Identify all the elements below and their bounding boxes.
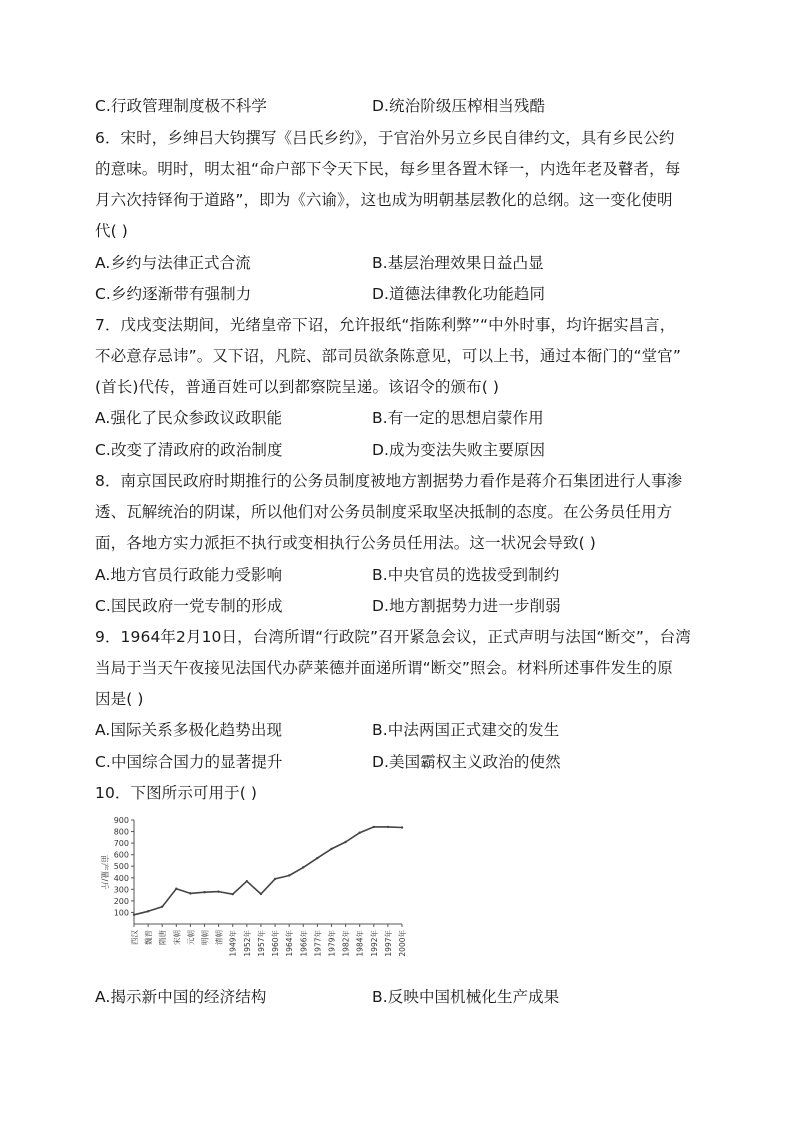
x-tick-label: 1982年 [341, 930, 351, 957]
q6-option-d[interactable]: D.道德法律教化功能趋同 [372, 285, 546, 303]
q9-option-row-2 [95, 752, 705, 772]
x-tick-label: 2000年 [398, 930, 407, 957]
q6-option-c[interactable]: C.乡约逐渐带有强制力 [95, 285, 252, 303]
q9-option-c[interactable]: C.中国综合国力的显著提升 [95, 753, 283, 771]
data-point [189, 892, 191, 894]
q5-option-c[interactable]: C.行政管理制度极不科学 [95, 97, 267, 115]
data-point [387, 826, 389, 828]
data-point [161, 905, 163, 907]
q9-option-a[interactable]: A.国际关系多极化趋势出现 [95, 721, 283, 739]
x-tick-label: 隋唐 [158, 930, 168, 945]
data-point [316, 857, 318, 859]
chart-y-label-group [100, 855, 110, 890]
x-tick-label: 1952年 [242, 930, 252, 957]
q8-stem-line-2: 透、瓦解统治的阴谋，所以他们对公务员制度采取坚决抵制的态度。在公务员任用方 [95, 503, 673, 521]
q8-stem-line-3: 面，各地方实力派拒不执行或变相执行公务员任用法。这一状况会导致( ) [95, 534, 596, 552]
x-tick-label: 1960年 [271, 930, 281, 957]
y-tick-label: 400 [113, 873, 129, 883]
q7-option-row-2 [95, 440, 705, 460]
data-point [246, 880, 248, 882]
x-tick-label: 1977年 [313, 930, 323, 957]
q7-option-c[interactable]: C.改变了清政府的政治制度 [95, 441, 283, 459]
y-axis-label: 亩产量/斤 [100, 854, 109, 890]
data-point [288, 874, 290, 876]
q7-option-a[interactable]: A.强化了民众参政议政职能 [95, 409, 283, 427]
q9-stem-line-3: 因是( ) [95, 690, 144, 708]
data-point [260, 893, 262, 895]
data-point [358, 832, 360, 834]
x-tick-label: 明朝 [200, 930, 210, 945]
q8-option-a[interactable]: A.地方官员行政能力受影响 [95, 566, 283, 584]
q7-option-b[interactable]: B.有一定的思想启蒙作用 [372, 409, 544, 427]
q9-option-d[interactable]: D.美国霸权主义政治的使然 [372, 753, 561, 771]
q6-option-a[interactable]: A.乡约与法律正式合流 [95, 254, 251, 272]
x-tick-label: 1966年 [299, 930, 309, 957]
data-point [203, 891, 205, 893]
y-tick-label: 200 [113, 896, 129, 906]
q10-option-row-1 [95, 987, 705, 1007]
x-tick-label: 元朝 [186, 930, 196, 945]
series-line [134, 827, 402, 915]
data-point [373, 826, 375, 828]
x-tick-label: 1979年 [327, 930, 337, 957]
y-tick-label: 500 [113, 862, 129, 872]
grain-yield-chart [90, 812, 410, 976]
line-chart-svg [90, 812, 410, 976]
data-point [133, 914, 135, 916]
q5-option-c-row [95, 96, 705, 116]
y-tick-label: 100 [113, 908, 129, 918]
q9-stem-line-1: 9．1964年2月10日，台湾所谓“行政院”召开紧急会议，正式声明与法国“断交”，台湾 [95, 628, 691, 646]
q6-stem-line-1: 6．宋时，乡绅吕大钧撰写《吕氏乡约》，于官治外另立乡民自律约文，具有乡民公约 [95, 129, 675, 147]
x-tick-label: 1992年 [369, 930, 379, 957]
y-tick-label: 600 [113, 850, 129, 860]
q5-option-d[interactable]: D.统治阶级压榨相当残酷 [372, 97, 546, 115]
q8-option-row-2 [95, 596, 705, 616]
x-tick-label: 清朝 [214, 930, 224, 945]
q8-option-b[interactable]: B.中央官员的选拔受到制约 [372, 566, 560, 584]
data-point [274, 878, 276, 880]
q9-stem-line-2: 当局于当天午夜接见法国代办萨莱德并面递所谓“断交”照会。材料所述事件发生的原 [95, 659, 673, 677]
x-tick-label: 宋朝 [172, 930, 182, 945]
q6-stem-line-4: 代( ) [95, 222, 128, 240]
q6-option-b[interactable]: B.基层治理效果日益凸显 [372, 254, 544, 272]
q7-stem-line-3: (首长)代传，普通百姓可以到都察院呈递。该诏令的颁布( ) [95, 378, 500, 396]
data-point [302, 866, 304, 868]
q7-option-d[interactable]: D.成为变法失败主要原因 [372, 441, 546, 459]
chart-y-ticks [114, 816, 134, 917]
q8-option-row-1 [95, 565, 705, 585]
q8-stem-line-1: 8．南京国民政府时期推行的公务员制度被地方割据势力看作是蒋介石集团进行人事渗 [95, 472, 683, 490]
q8-option-c[interactable]: C.国民政府一党专制的形成 [95, 597, 283, 615]
chart-axes [134, 820, 402, 924]
y-tick-label: 800 [113, 827, 129, 837]
x-tick-label: 1997年 [383, 930, 393, 957]
x-tick-label: 1984年 [355, 930, 365, 957]
data-point [232, 893, 234, 895]
chart-x-ticks [130, 924, 407, 957]
q10-option-b[interactable]: B.反映中国机械化生产成果 [372, 988, 560, 1006]
q6-option-row-2 [95, 284, 705, 304]
data-point [330, 848, 332, 850]
data-point [147, 910, 149, 912]
q10-stem: 10．下图所示可用于( ) [95, 784, 258, 802]
q6-stem-line-2: 的意味。明时，明太祖“命户部下令天下民，每乡里各置木铎一，内选年老及瞽者，每 [95, 160, 681, 178]
data-point [401, 826, 403, 828]
x-tick-label: 1957年 [256, 930, 266, 957]
data-point [217, 890, 219, 892]
q7-stem-line-2: 不必意存忌讳”。又下诏，凡院、部司员欲条陈意见，可以上书，通过本衙门的“堂官” [95, 347, 681, 365]
q6-option-row-1 [95, 253, 705, 273]
q6-stem-line-3: 月六次持铎徇于道路”，即为《六谕》，这也成为明朝基层教化的总纲。这一变化使明 [95, 191, 673, 209]
x-tick-label: 1964年 [285, 930, 295, 957]
q10-option-a[interactable]: A.揭示新中国的经济结构 [95, 988, 267, 1006]
q9-option-row-1 [95, 720, 705, 740]
y-tick-label: 900 [113, 816, 129, 825]
q7-option-row-1 [95, 408, 705, 428]
q8-option-d[interactable]: D.地方割据势力进一步削弱 [372, 597, 561, 615]
q7-stem-line-1: 7．戊戌变法期间，光绪皇帝下诏，允许报纸“指陈利弊”“中外时事，均许据实昌言， [95, 316, 676, 334]
y-tick-label: 300 [113, 885, 129, 895]
y-tick-label: 700 [113, 839, 129, 849]
x-tick-label: 魏晋 [144, 930, 154, 945]
x-tick-label: 1949年 [228, 930, 238, 957]
chart-series [133, 826, 403, 916]
q9-option-b[interactable]: B.中法两国正式建交的发生 [372, 721, 560, 739]
data-point [344, 841, 346, 843]
data-point [175, 888, 177, 890]
x-tick-label: 西汉 [130, 930, 139, 945]
